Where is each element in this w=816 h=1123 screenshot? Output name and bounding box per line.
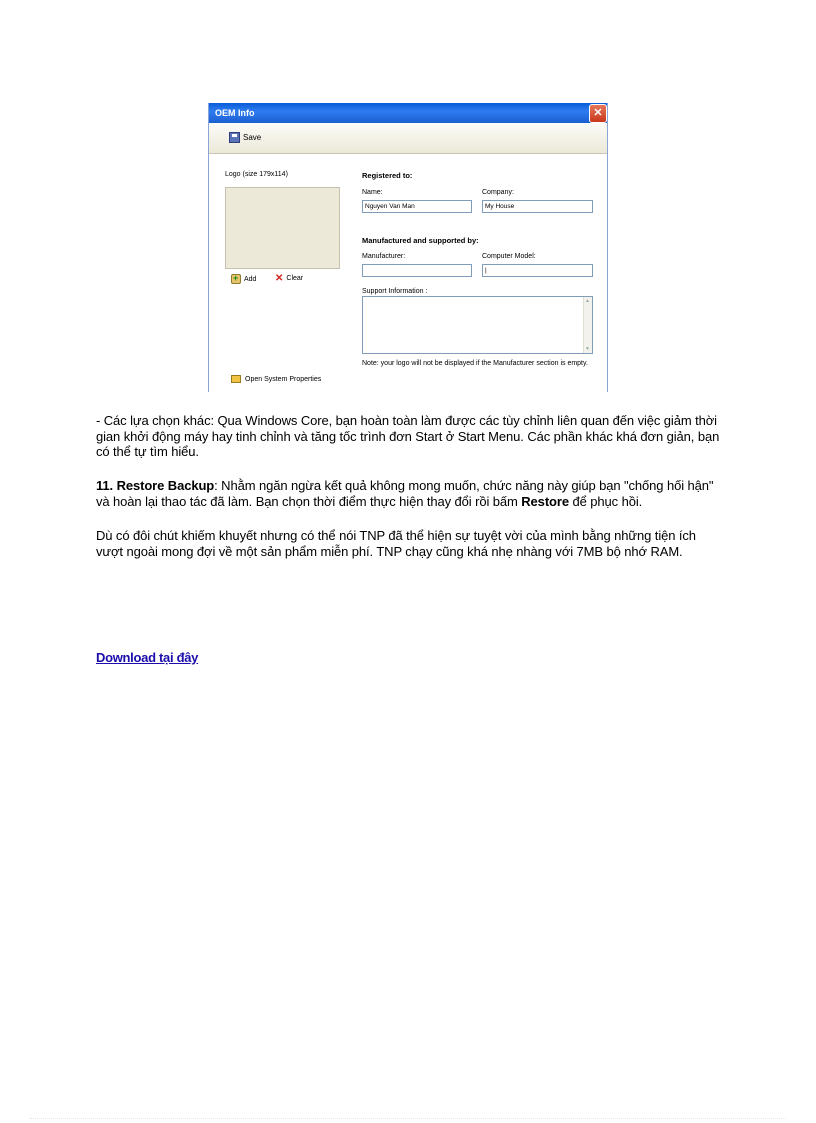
logo-label: Logo (size 179x114) xyxy=(225,171,288,178)
open-props-label: Open System Properties xyxy=(245,375,322,383)
close-icon[interactable]: ✕ xyxy=(589,104,607,123)
oem-info-dialog xyxy=(208,103,608,392)
dialog-title: OEM Info xyxy=(215,108,255,118)
save-button[interactable] xyxy=(229,132,261,143)
restore-text-a: : Nhằm ngăn ngừa kết quả không mong muốn, chức năng này giúp bạn "chống hối hận" và hoàn lại thao tác đã làm. Bạn chọn thời điểm thực hiện thay đổi rồi bấm xyxy=(96,478,714,509)
dialog-body xyxy=(209,154,607,392)
name-field[interactable]: Nguyen Van Man xyxy=(362,200,472,213)
open-system-properties-button[interactable] xyxy=(231,375,321,383)
support-label: Support Information : xyxy=(362,288,428,295)
manufacturer-note: Note: your logo will not be displayed if the Manufacturer section is empty. xyxy=(362,360,588,367)
clear-x-icon: ✕ xyxy=(275,273,284,284)
system-properties-icon xyxy=(231,375,241,383)
logo-preview xyxy=(225,187,340,269)
download-link[interactable]: Download tại đây xyxy=(96,650,199,665)
company-field[interactable]: My House xyxy=(482,200,593,213)
textarea-scrollbar[interactable] xyxy=(583,297,592,353)
name-label: Name: xyxy=(362,189,383,196)
manufacturer-label: Manufacturer: xyxy=(362,253,406,260)
page-bottom-divider xyxy=(30,1118,786,1119)
paragraph-other-options: - Các lựa chọn khác: Qua Windows Core, bạn hoàn toàn làm được các tùy chỉnh liên quan đến việc giảm thời gian khởi động máy hay tinh chỉnh và tăng tốc trình đơn Start ở Start Menu. Các phần khác khá đơn giản, bạn có thể tự tìm hiểu. xyxy=(96,413,720,459)
manufacturer-field[interactable] xyxy=(362,264,472,277)
company-label: Company: xyxy=(482,189,514,196)
clear-logo-button[interactable] xyxy=(275,274,303,283)
add-image-icon xyxy=(231,274,241,284)
scroll-down-icon[interactable]: ▼ xyxy=(585,346,590,352)
manufactured-heading: Manufactured and supported by: xyxy=(362,236,479,245)
paragraph-conclusion: Dù có đôi chút khiếm khuyết nhưng có thể nói TNP đã thể hiện sự tuyệt vời của mình bằng những tiện ích vượt ngoài mong đợi về một sản phẩm miễn phí. TNP chạy cũng khá nhẹ nhàng với 7MB bộ nhớ RAM. xyxy=(96,528,696,559)
dialog-titlebar xyxy=(209,103,607,123)
registered-heading: Registered to: xyxy=(362,171,413,180)
clear-label: Clear xyxy=(286,275,304,282)
restore-backup-heading: 11. Restore Backup xyxy=(96,478,215,493)
save-label: Save xyxy=(243,133,262,142)
paragraph-restore-backup xyxy=(96,478,721,509)
add-logo-button[interactable] xyxy=(231,274,256,284)
model-label: Computer Model: xyxy=(482,253,536,260)
scroll-up-icon[interactable]: ▲ xyxy=(585,298,590,304)
computer-model-field[interactable]: | xyxy=(482,264,593,277)
support-information-textarea[interactable] xyxy=(362,296,593,354)
add-label: Add xyxy=(244,275,257,283)
dialog-toolbar xyxy=(209,123,607,154)
restore-keyword: Restore xyxy=(521,493,569,509)
restore-text-b: để phục hồi. xyxy=(568,493,643,509)
floppy-disk-icon xyxy=(229,132,240,143)
